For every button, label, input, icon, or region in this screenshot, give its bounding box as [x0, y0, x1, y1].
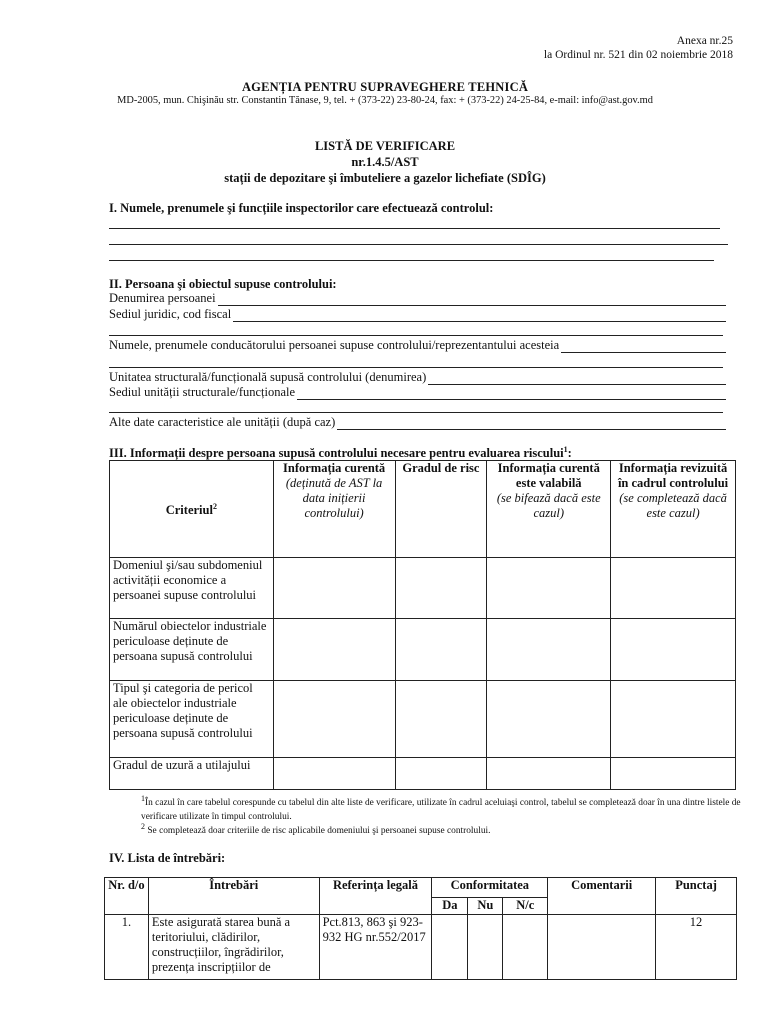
section-1-heading: I. Numele, prenumele şi funcțiile inspectorilor care efectuează controlul:: [109, 201, 494, 215]
question-legal-reference: Pct.813, 863 şi 923-932 HG nr.552/2017: [319, 915, 432, 980]
table-row: [110, 681, 736, 758]
col-criteriul: [110, 461, 274, 558]
field-alte-date-input[interactable]: [337, 418, 726, 430]
risk-criterion: Domeniul şi/sau subdomeniul activității economice a persoanei supuse controlului: [110, 558, 274, 619]
field-denumirea-input[interactable]: [218, 294, 726, 306]
field-conducator-extra-line[interactable]: [109, 367, 723, 368]
title-line-2: nr.1.4.5/AST: [351, 155, 419, 169]
cell-info-curenta[interactable]: [273, 758, 395, 790]
col-nr: Nr. d/o: [105, 878, 149, 915]
questions-header-row-1: [105, 878, 737, 898]
cell-valabila[interactable]: [487, 681, 611, 758]
risk-criterion: Numărul obiectelor industriale periculoase deținute de persoana supusă controlului: [110, 619, 274, 681]
agency-address: MD-2005, mun. Chişinău str. Constantin Tănase, 9, tel. + (373-22) 23-80-24, fax: + (373-22) 24-25-84, e-mail: info@ast.gov.md: [117, 95, 653, 106]
col-revizuita-label: Informația revizuită în cadrul controlului: [617, 461, 729, 490]
col-criteriul-footnote-mark: 2: [212, 502, 217, 512]
inspector-line-1[interactable]: [109, 228, 720, 229]
col-valabila-label: Informația curentă este valabilă: [497, 461, 600, 490]
footnote-2: [141, 820, 741, 838]
footnote-1-mark: 1: [141, 794, 145, 803]
cell-info-curenta[interactable]: [273, 681, 395, 758]
table-row: [110, 558, 736, 619]
cell-gradul[interactable]: [395, 758, 487, 790]
field-sediul-extra-line[interactable]: [109, 335, 723, 336]
cell-gradul[interactable]: [395, 558, 487, 619]
col-criteriul-label: Criteriul: [165, 503, 213, 518]
field-unitatea-label: Unitatea structurală/funcțională supusă controlului (denumirea): [109, 370, 427, 384]
field-sediul-unitatii-input[interactable]: [297, 388, 726, 400]
col-conformitatea: Conformitatea: [432, 878, 548, 898]
question-number: 1.: [105, 915, 149, 980]
col-revizuita-note: (se completează dacă este cazul): [619, 491, 727, 520]
col-info-curenta: [273, 461, 395, 558]
col-nu: Nu: [468, 898, 503, 915]
risk-table-header: [110, 461, 736, 558]
field-sediul-unitatii: [109, 385, 726, 400]
col-info-curenta-label: Informația curentă: [283, 461, 386, 475]
cell-valabila[interactable]: [487, 758, 611, 790]
cell-info-curenta[interactable]: [273, 558, 395, 619]
cell-info-curenta[interactable]: [273, 619, 395, 681]
footnote-2-text: Se completează doar criteriile de risc aplicabile domeniului şi persoanei supuse controlului.: [147, 826, 491, 837]
cell-nu[interactable]: [468, 915, 503, 980]
section-3-heading-colon: :: [567, 446, 572, 461]
field-sediul: [109, 307, 726, 322]
cell-gradul[interactable]: [395, 681, 487, 758]
title-line-1: LISTĂ DE VERIFICARE: [314, 139, 456, 153]
field-conducator-label: Numele, prenumele conducătorului persoanei supuse controlului/reprezentantului acesteia: [109, 338, 560, 352]
col-valabila-note: (se bifează dacă este cazul): [496, 491, 601, 520]
cell-revizuita[interactable]: [611, 619, 736, 681]
col-intrebari: Întrebări: [148, 878, 319, 915]
section-3-heading-footnote-mark: 1: [563, 445, 568, 454]
section-3-heading: [109, 445, 572, 461]
section-2-heading: II. Persoana şi obiectul supuse controlului:: [109, 277, 337, 291]
col-valabila: [487, 461, 611, 558]
risk-criterion: Gradul de uzură a utilajului: [110, 758, 274, 790]
risk-information-table: [109, 460, 736, 790]
field-conducator: [109, 338, 726, 353]
field-conducator-input[interactable]: [561, 341, 726, 353]
field-denumirea-label: Denumirea persoanei: [109, 291, 216, 305]
field-sediul-label: Sediul juridic, cod fiscal: [109, 307, 232, 321]
annex-order: la Ordinul nr. 521 din 02 noiembrie 2018: [543, 49, 733, 61]
cell-da[interactable]: [432, 915, 468, 980]
section-4-heading: IV. Lista de întrebări:: [109, 851, 226, 865]
field-sediul-unitatii-extra-line[interactable]: [109, 412, 723, 413]
document-title: [0, 138, 770, 186]
cell-revizuita[interactable]: [611, 558, 736, 619]
annex-number: Anexa nr.25: [676, 35, 733, 47]
footnote-2-mark: 2: [141, 822, 145, 831]
field-denumirea: [109, 291, 726, 306]
field-sediul-unitatii-label: Sediul unității structurale/funcționale: [109, 385, 296, 399]
field-sediul-input[interactable]: [233, 310, 726, 322]
agency-name: AGENȚIA PENTRU SUPRAVEGHERE TEHNICĂ: [241, 80, 529, 94]
cell-revizuita[interactable]: [611, 681, 736, 758]
col-nc: N/c: [503, 898, 548, 915]
table-row: [110, 619, 736, 681]
cell-valabila[interactable]: [487, 558, 611, 619]
footnote-1-text: În cazul în care tabelul corespunde cu tabelul din alte liste de verificare, utilizate în cadrul aceluiaşi control, tabelul se completează doar în una dintre listele de verificare utilizate în timpul controlului.: [141, 798, 741, 823]
cell-valabila[interactable]: [487, 619, 611, 681]
field-alte-date-label: Alte date caracteristice ale unității (după caz): [109, 415, 336, 429]
table-row: [110, 758, 736, 790]
field-unitatea: [109, 370, 726, 385]
col-da: Da: [432, 898, 468, 915]
inspector-line-3[interactable]: [109, 260, 714, 261]
col-punctaj: Punctaj: [656, 878, 737, 915]
field-alte-date: [109, 415, 726, 430]
annex-reference: [544, 34, 733, 62]
col-revizuita: [611, 461, 736, 558]
cell-nc[interactable]: [503, 915, 548, 980]
col-referinta: Referința legală: [319, 878, 432, 915]
col-info-curenta-note: (deținută de AST la data inițierii controlului): [285, 476, 383, 520]
col-gradul: Gradul de risc: [395, 461, 487, 558]
question-score: 12: [656, 915, 737, 980]
question-text: Este asigurată starea bună a teritoriului, clădirilor, construcțiilor, îngrădirilor, prezența inscripțiilor de: [148, 915, 319, 980]
cell-gradul[interactable]: [395, 619, 487, 681]
inspector-line-2[interactable]: [109, 244, 728, 245]
field-unitatea-input[interactable]: [428, 373, 726, 385]
cell-comentarii[interactable]: [548, 915, 656, 980]
questions-table: [104, 877, 737, 980]
section-3-heading-text: III. Informații despre persoana supusă controlului necesare pentru evaluarea riscului: [109, 446, 564, 461]
risk-criterion: Tipul şi categoria de pericol ale obiectelor industriale periculoase deținute de persoana supusă controlului: [110, 681, 274, 758]
cell-revizuita[interactable]: [611, 758, 736, 790]
title-line-3: stații de depozitare şi îmbuteliere a gazelor lichefiate (SDÎG): [224, 171, 546, 185]
col-comentarii: Comentarii: [548, 878, 656, 915]
table-row: [105, 915, 737, 980]
